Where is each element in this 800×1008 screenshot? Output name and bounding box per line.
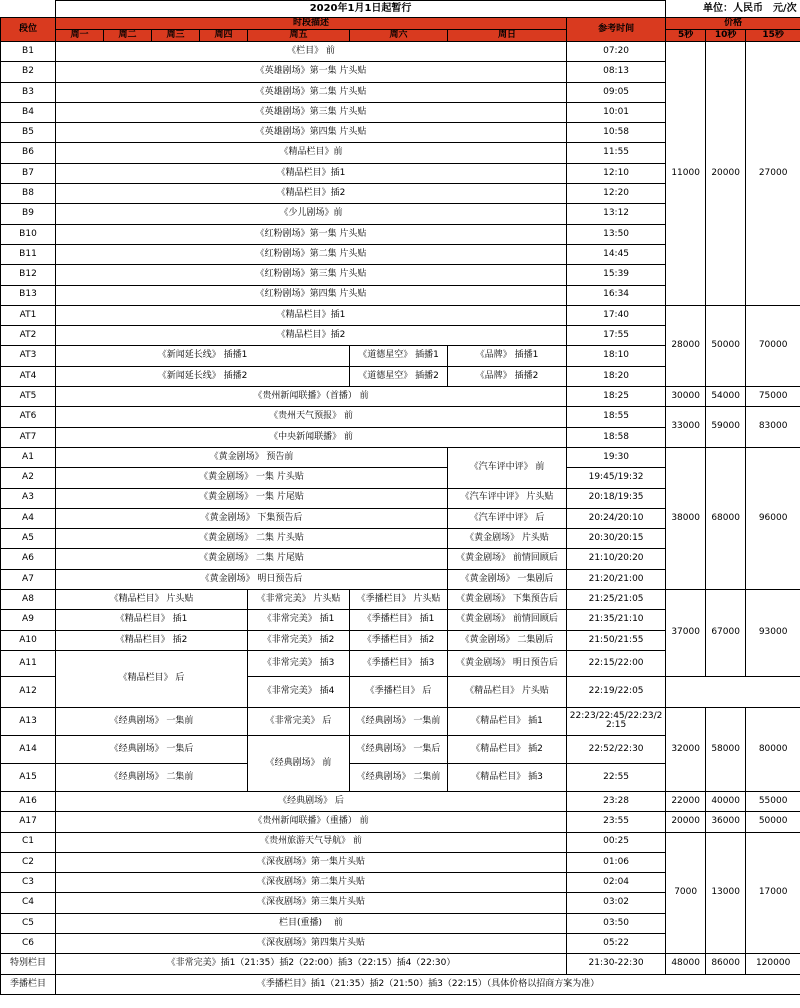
desc-header: 时段描述: [56, 18, 567, 30]
price-10s: 67000: [706, 590, 746, 677]
slot-desc-sat: 《道德星空》 插播2: [350, 366, 448, 386]
slot-id: AT2: [1, 326, 56, 346]
slot-id: A2: [1, 468, 56, 488]
seasonal-desc: 《季播栏目》插1（21:35）插2（21:50）插3（22:15）（具体价格以招商方案为准）: [56, 974, 800, 994]
slot-id: B9: [1, 204, 56, 224]
price-10s: 54000: [706, 387, 746, 407]
slot-id: A16: [1, 791, 56, 811]
price-15s: 83000: [746, 407, 800, 448]
slot-id: A1: [1, 447, 56, 467]
price-5s: 32000: [666, 707, 706, 791]
slot-desc-sun: 《精品栏目》 插1: [448, 707, 567, 735]
slot-time: 16:34: [567, 285, 666, 305]
slot-desc-sun: 《黄金剧场》 前情回顾后: [448, 610, 567, 630]
slot-desc-weekday: 《黄金剧场》 二集 片头贴: [56, 529, 448, 549]
day-wed: 周三: [152, 30, 200, 42]
slot-id: AT1: [1, 305, 56, 325]
slot-time: 02:04: [567, 873, 666, 893]
slot-time: 18:25: [567, 387, 666, 407]
slot-time: 01:06: [567, 852, 666, 872]
price-5s: 33000: [666, 407, 706, 448]
slot-time: 03:02: [567, 893, 666, 913]
slot-desc-sun: 《精品栏目》 插2: [448, 735, 567, 763]
special-id: 特别栏目: [1, 954, 56, 974]
slot-id: B4: [1, 102, 56, 122]
slot-desc: 《栏目》 前: [56, 42, 567, 62]
slot-desc: 《深夜剧场》第四集片头贴: [56, 933, 567, 953]
seasonal-id: 季播栏目: [1, 974, 56, 994]
price-10s: 68000: [706, 447, 746, 589]
slot-time: 13:12: [567, 204, 666, 224]
dur-15s: 15秒: [746, 30, 800, 42]
slot-time: 15:39: [567, 265, 666, 285]
slot-desc: 《经典剧场》 后: [56, 791, 567, 811]
slot-id: C5: [1, 913, 56, 933]
slot-time: 22:15/22:00: [567, 650, 666, 676]
price-15s: 55000: [746, 791, 800, 811]
slot-time: 20:30/20:15: [567, 529, 666, 549]
slot-time: 12:10: [567, 163, 666, 183]
price-5s: 28000: [666, 305, 706, 386]
slot-time: 22:52/22:30: [567, 735, 666, 763]
slot-desc-sat: 《季播栏目》 后: [350, 676, 448, 707]
slot-time: 23:28: [567, 791, 666, 811]
price-5s: 38000: [666, 447, 706, 589]
slot-desc-fri: 《非常完美》 插3: [248, 650, 350, 676]
slot-desc-sun: 《精品栏目》 片头贴: [448, 676, 567, 707]
slot-desc-fri: 《非常完美》 插1: [248, 610, 350, 630]
price-15s: 27000: [746, 42, 800, 306]
slot-desc: 《精品栏目》插2: [56, 326, 567, 346]
slot-time: 10:01: [567, 102, 666, 122]
price-15s: 96000: [746, 447, 800, 589]
slot-time: 18:58: [567, 427, 666, 447]
dur-10s: 10秒: [706, 30, 746, 42]
slot-time: 21:35/21:10: [567, 610, 666, 630]
slot-desc-mon-thu: 《经典剧场》 二集前: [56, 763, 248, 791]
price-5s: 7000: [666, 832, 706, 954]
price-10s: 59000: [706, 407, 746, 448]
slot-id: C1: [1, 832, 56, 852]
slot-desc: 《贵州天气预报》 前: [56, 407, 567, 427]
slot-desc-sat: 《季播栏目》 片头贴: [350, 590, 448, 610]
slot-id: A9: [1, 610, 56, 630]
slot-desc-weekday: 《黄金剧场》 下集预告后: [56, 508, 448, 528]
slot-time: 19:45/19:32: [567, 468, 666, 488]
slot-desc-sun: 《品牌》 插播2: [448, 366, 567, 386]
slot-time: 14:45: [567, 244, 666, 264]
slot-desc-sun: 《黄金剧场》 二集剧后: [448, 630, 567, 650]
slot-desc: 《英雄剧场》第一集 片头贴: [56, 62, 567, 82]
slot-desc: 《深夜剧场》第一集片头贴: [56, 852, 567, 872]
slot-time: 12:20: [567, 184, 666, 204]
slot-desc: 《红粉剧场》第一集 片头贴: [56, 224, 567, 244]
slot-desc-sat: 《经典剧场》 二集前: [350, 763, 448, 791]
price-10s: 50000: [706, 305, 746, 386]
special-time: 21:30-22:30: [567, 954, 666, 974]
price-10s: 20000: [706, 42, 746, 306]
price-15s: 75000: [746, 387, 800, 407]
slot-id: B11: [1, 244, 56, 264]
slot-id: B7: [1, 163, 56, 183]
time-header: 参考时间: [567, 18, 666, 42]
slot-time: 21:25/21:05: [567, 590, 666, 610]
slot-id: AT5: [1, 387, 56, 407]
slot-id: A7: [1, 569, 56, 589]
slot-time: 00:25: [567, 832, 666, 852]
slot-desc: 《红粉剧场》第四集 片头贴: [56, 285, 567, 305]
slot-desc-weekday: 《黄金剧场》 预告前: [56, 447, 448, 467]
day-sun: 周日: [448, 30, 567, 42]
day-mon: 周一: [56, 30, 104, 42]
slot-time: 08:13: [567, 62, 666, 82]
slot-desc-weekday: 《新闻延长线》 插播1: [56, 346, 350, 366]
slot-desc-fri: 《非常完美》 片头贴: [248, 590, 350, 610]
slot-header: 段位: [1, 18, 56, 42]
slot-id: A4: [1, 508, 56, 528]
slot-id: A3: [1, 488, 56, 508]
slot-desc: 《贵州旅游天气导航》 前: [56, 832, 567, 852]
price-15s: 93000: [746, 590, 800, 677]
price-15s: 50000: [746, 812, 800, 832]
slot-time: 09:05: [567, 82, 666, 102]
slot-id: B8: [1, 184, 56, 204]
slot-id: A14: [1, 735, 56, 763]
day-thu: 周四: [200, 30, 248, 42]
slot-desc-mon-thu: 《精品栏目》 插2: [56, 630, 248, 650]
slot-time: 05:22: [567, 933, 666, 953]
slot-desc-weekday: 《黄金剧场》 明日预告后: [56, 569, 448, 589]
slot-desc-sun: 《汽车评中评》 后: [448, 508, 567, 528]
slot-desc: 《精品栏目》插1: [56, 163, 567, 183]
slot-desc-sat: 《经典剧场》 一集后: [350, 735, 448, 763]
slot-desc: 《红粉剧场》第二集 片头贴: [56, 244, 567, 264]
slot-desc: 《贵州新闻联播》（重播） 前: [56, 812, 567, 832]
slot-time: 03:50: [567, 913, 666, 933]
slot-desc: 《贵州新闻联播》（首播） 前: [56, 387, 567, 407]
slot-time: 11:55: [567, 143, 666, 163]
slot-desc-sat: 《经典剧场》 一集前: [350, 707, 448, 735]
price-5s: 20000: [666, 812, 706, 832]
slot-desc: 《英雄剧场》第二集 片头贴: [56, 82, 567, 102]
price-10s: 58000: [706, 707, 746, 791]
slot-id: B3: [1, 82, 56, 102]
slot-desc-sun: 《黄金剧场》 一集剧后: [448, 569, 567, 589]
slot-desc-fri: 《非常完美》 插4: [248, 676, 350, 707]
dur-5s: 5秒: [666, 30, 706, 42]
slot-id: C3: [1, 873, 56, 893]
price-10s: 40000: [706, 791, 746, 811]
slot-desc-mon-thu: 《精品栏目》 插1: [56, 610, 248, 630]
slot-desc: 《红粉剧场》第三集 片头贴: [56, 265, 567, 285]
slot-desc: 《精品栏目》前: [56, 143, 567, 163]
price-10s: 86000: [706, 954, 746, 974]
slot-desc-fri: 《非常完美》 插2: [248, 630, 350, 650]
slot-time: 18:20: [567, 366, 666, 386]
slot-time: 20:24/20:10: [567, 508, 666, 528]
slot-time: 07:20: [567, 42, 666, 62]
slot-id: B13: [1, 285, 56, 305]
price-5s: 48000: [666, 954, 706, 974]
day-tue: 周二: [104, 30, 152, 42]
slot-time: 10:58: [567, 123, 666, 143]
slot-time: 19:30: [567, 447, 666, 467]
slot-id: B6: [1, 143, 56, 163]
slot-id: AT6: [1, 407, 56, 427]
slot-time: 13:50: [567, 224, 666, 244]
slot-desc-mon-thu: 《经典剧场》 一集后: [56, 735, 248, 763]
price-15s: 70000: [746, 305, 800, 386]
price-5s: 22000: [666, 791, 706, 811]
slot-time: 18:55: [567, 407, 666, 427]
price-15s: 120000: [746, 954, 800, 974]
slot-id: AT4: [1, 366, 56, 386]
slot-time: 17:40: [567, 305, 666, 325]
slot-desc: 《少儿剧场》前: [56, 204, 567, 224]
slot-desc-sun: 《汽车评中评》 片头贴: [448, 488, 567, 508]
slot-desc-sat: 《季播栏目》 插1: [350, 610, 448, 630]
slot-desc-sun: 《汽车评中评》 前: [448, 447, 567, 488]
slot-id: C2: [1, 852, 56, 872]
slot-desc-mon-thu: 《经典剧场》 一集前: [56, 707, 248, 735]
slot-id: A6: [1, 549, 56, 569]
day-fri: 周五: [248, 30, 350, 42]
slot-id: B1: [1, 42, 56, 62]
slot-desc-sat: 《道德星空》 插播1: [350, 346, 448, 366]
slot-desc-sat: 《季播栏目》 插2: [350, 630, 448, 650]
price-5s: 11000: [666, 42, 706, 306]
price-header: 价格: [666, 18, 800, 30]
slot-id: AT3: [1, 346, 56, 366]
price-5s: 30000: [666, 387, 706, 407]
slot-id: C6: [1, 933, 56, 953]
day-sat: 周六: [350, 30, 448, 42]
slot-time: 22:55: [567, 763, 666, 791]
slot-time: 18:10: [567, 346, 666, 366]
slot-desc-sun: 《黄金剧场》 前情回顾后: [448, 549, 567, 569]
slot-id: A12: [1, 676, 56, 707]
slot-time: 17:55: [567, 326, 666, 346]
slot-desc-mon-thu: 《精品栏目》 片头贴: [56, 590, 248, 610]
slot-desc-sun: 《黄金剧场》 明日预告后: [448, 650, 567, 676]
slot-desc-fri: 《经典剧场》 前: [248, 735, 350, 791]
slot-id: B12: [1, 265, 56, 285]
slot-desc-weekday: 《黄金剧场》 一集 片尾贴: [56, 488, 448, 508]
slot-id: AT7: [1, 427, 56, 447]
table-title: 2020年1月1日起暂行: [56, 1, 666, 18]
slot-desc-sun: 《黄金剧场》 片头贴: [448, 529, 567, 549]
slot-desc: 《精品栏目》插2: [56, 184, 567, 204]
price-10s: 36000: [706, 812, 746, 832]
slot-id: A15: [1, 763, 56, 791]
special-desc: 《非常完美》插1（21:35）插2（22:00）插3（22:15）插4（22:30）: [56, 954, 567, 974]
slot-id: A10: [1, 630, 56, 650]
slot-time: 20:18/19:35: [567, 488, 666, 508]
slot-desc: 《深夜剧场》第三集片头贴: [56, 893, 567, 913]
slot-desc: 栏目(重播) 前: [56, 913, 567, 933]
slot-desc-sun: 《黄金剧场》 下集预告后: [448, 590, 567, 610]
slot-id: A13: [1, 707, 56, 735]
slot-time: 21:10/20:20: [567, 549, 666, 569]
slot-desc-sat: 《季播栏目》 插3: [350, 650, 448, 676]
slot-desc-weekday: 《黄金剧场》 二集 片尾贴: [56, 549, 448, 569]
price-15s: 80000: [746, 707, 800, 791]
slot-time: 21:50/21:55: [567, 630, 666, 650]
slot-desc-sun: 《精品栏目》 插3: [448, 763, 567, 791]
slot-id: C4: [1, 893, 56, 913]
slot-id: A17: [1, 812, 56, 832]
slot-time: 23:55: [567, 812, 666, 832]
slot-desc: 《英雄剧场》第四集 片头贴: [56, 123, 567, 143]
slot-id: A5: [1, 529, 56, 549]
slot-id: B2: [1, 62, 56, 82]
slot-desc-weekday: 《新闻延长线》 插播2: [56, 366, 350, 386]
slot-time: 22:23/22:45/22:23/22:15: [567, 707, 666, 735]
price-15s: 17000: [746, 832, 800, 954]
unit-label: 单位：人民币 元/次: [702, 2, 797, 14]
slot-time: 22:19/22:05: [567, 676, 666, 707]
slot-desc: 《中央新闻联播》 前: [56, 427, 567, 447]
slot-desc-fri: 《非常完美》 后: [248, 707, 350, 735]
slot-id: A11: [1, 650, 56, 676]
price-5s: 37000: [666, 590, 706, 677]
slot-desc-weekday: 《黄金剧场》 一集 片头贴: [56, 468, 448, 488]
slot-id: B5: [1, 123, 56, 143]
slot-desc-sun: 《品牌》 插播1: [448, 346, 567, 366]
slot-desc: 《精品栏目》插1: [56, 305, 567, 325]
slot-id: A8: [1, 590, 56, 610]
slot-id: B10: [1, 224, 56, 244]
price-10s: 13000: [706, 832, 746, 954]
slot-desc: 《深夜剧场》第二集片头贴: [56, 873, 567, 893]
slot-desc-mon-thu: 《精品栏目》 后: [56, 650, 248, 707]
slot-time: 21:20/21:00: [567, 569, 666, 589]
slot-desc: 《英雄剧场》第三集 片头贴: [56, 102, 567, 122]
